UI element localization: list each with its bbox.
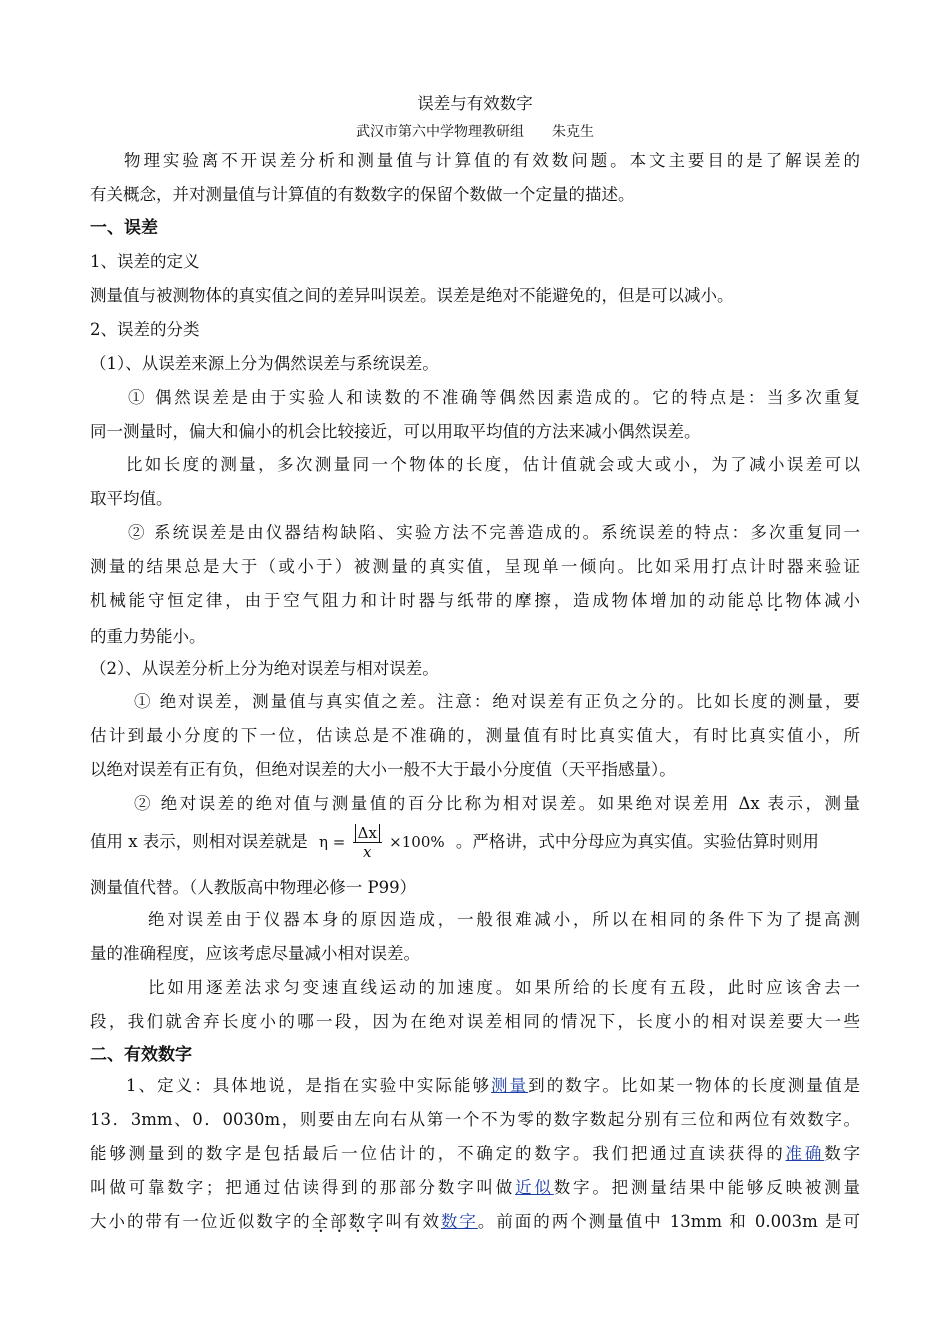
paragraph-line: ① 绝对误差，测量值与真实值之差。注意：绝对误差有正负之分的。比如长度的测量，要 [134,692,860,711]
emphasis-char: 全 [311,1212,331,1231]
paragraph-line: 比如长度的测量，多次测量同一个物体的长度，估计值就会或大或小，为了减小误差可以 [126,455,860,474]
formula-line: 值用 x 表示，则相对误差就是 η = $\frac{\Delta x}{x}$ ×100% 。严格讲，式中分母应为真实值。实验估算时则用 [90,824,819,861]
section-heading: 二、有效数字 [90,1045,192,1065]
paragraph-line: 大小的带有一位近似数字的全部数字叫有效数字。前面的两个测量值中 13mm 和 0.003m 是可 [90,1212,860,1231]
paragraph-line: 测量的结果总是大于（或小于）被测量的真实值，呈现单一倾向。比如采用打点计时器来验证 [90,557,860,576]
link-approximate[interactable]: 近似 [515,1178,554,1197]
paragraph-line: 以绝对误差有正有负，但绝对误差的大小一般不大于最小分度值（天平指感量）。 [90,760,676,779]
emphasis-char: 数 [348,1212,368,1231]
doc-author: 武汉市第六中学物理教研组 朱克生 [356,124,594,140]
paragraph-line: 13．3mm、0．0030m，则要由左向右从第一个不为零的数字数起分别有三位和两位有效数字。 [90,1110,860,1129]
link-digits[interactable]: 数字 [440,1212,478,1231]
category-title: （1）、从误差来源上分为偶然误差与系统误差。 [90,354,439,373]
doc-title: 误差与有效数字 [417,94,533,113]
emphasis-char: 部 [330,1212,349,1231]
emphasis-char: 总 [746,591,767,610]
paragraph-line: ② 绝对误差的绝对值与测量值的百分比称为相对误差。如果绝对误差用 Δx 表示，测量 [134,794,860,813]
paragraph-line: 测量值与被测物体的真实值之间的差异叫误差。误差是绝对不能避免的，但是可以减小。 [90,286,734,305]
paragraph-line: ② 系统误差是由仪器结构缺陷、实验方法不完善造成的。系统误差的特点：多次重复同一 [128,523,860,542]
emphasis-char: 比 [766,591,786,610]
paragraph-line: 叫做可靠数字；把通过估读得到的那部分数字叫做近似数字。把测量结果中能够反映被测量 [90,1178,861,1197]
section-heading: 一、误差 [90,218,158,238]
paragraph-line: 机械能守恒定律，由于空气阻力和计时器与纸带的摩擦，造成物体增加的动能总比物体减小 [90,591,861,610]
paragraph-line: 测量值代替。（人教版高中物理必修一 P99） [90,878,417,897]
intro-line: 有关概念，并对测量值与计算值的有数数字的保留个数做一个定量的描述。 [90,185,635,204]
link-accurate[interactable]: 准确 [785,1144,825,1163]
paragraph-line: 取平均值。 [90,489,173,508]
paragraph-line: 段，我们就舍弃长度小的哪一段，因为在绝对误差相同的情况下，长度小的相对误差要大一些 [90,1012,860,1031]
category-title: （2）、从误差分析上分为绝对误差与相对误差。 [90,659,439,678]
paragraph-line: 量的准确程度，应该考虑尽量减小相对误差。 [90,944,420,963]
paragraph-line: 绝对误差由于仪器本身的原因造成，一般很难减小，所以在相同的条件下为了提高测 [148,910,860,929]
paragraph-line: 能够测量到的数字是包括最后一位估计的，不确定的数字。我们把通过直读获得的准确数字 [90,1144,861,1163]
subsection-title: 2、误差的分类 [90,320,200,339]
link-measure[interactable]: 测量 [491,1076,529,1095]
paragraph-line: 1、定义：具体地说，是指在实验中实际能够测量到的数字。比如某一物体的长度测量值是 [126,1076,861,1095]
subsection-title: 1、误差的定义 [90,252,200,271]
paragraph-line: ① 偶然误差是由于实验人和读数的不准确等偶然因素造成的。它的特点是：当多次重复 [128,388,860,407]
paragraph-line: 同一测量时，偏大和偏小的机会比较接近，可以用取平均值的方法来减小偶然误差。 [90,422,701,441]
intro-line: 物理实验离不开误差分析和测量值与计算值的有效数问题。本文主要目的是了解误差的 [124,151,860,170]
emphasis-char: 字 [367,1212,386,1231]
paragraph-line: 的重力势能小。 [90,627,206,646]
formula: η = $\frac{\Delta x}{x}$ ×100% [319,824,445,861]
paragraph-line: 估计到最小分度的下一位，估读总是不准确的，测量值有时比真实值大，有时比真实值小，所 [90,726,860,745]
paragraph-line: 比如用逐差法求匀变速直线运动的加速度。如果所给的长度有五段，此时应该舍去一 [148,978,860,997]
